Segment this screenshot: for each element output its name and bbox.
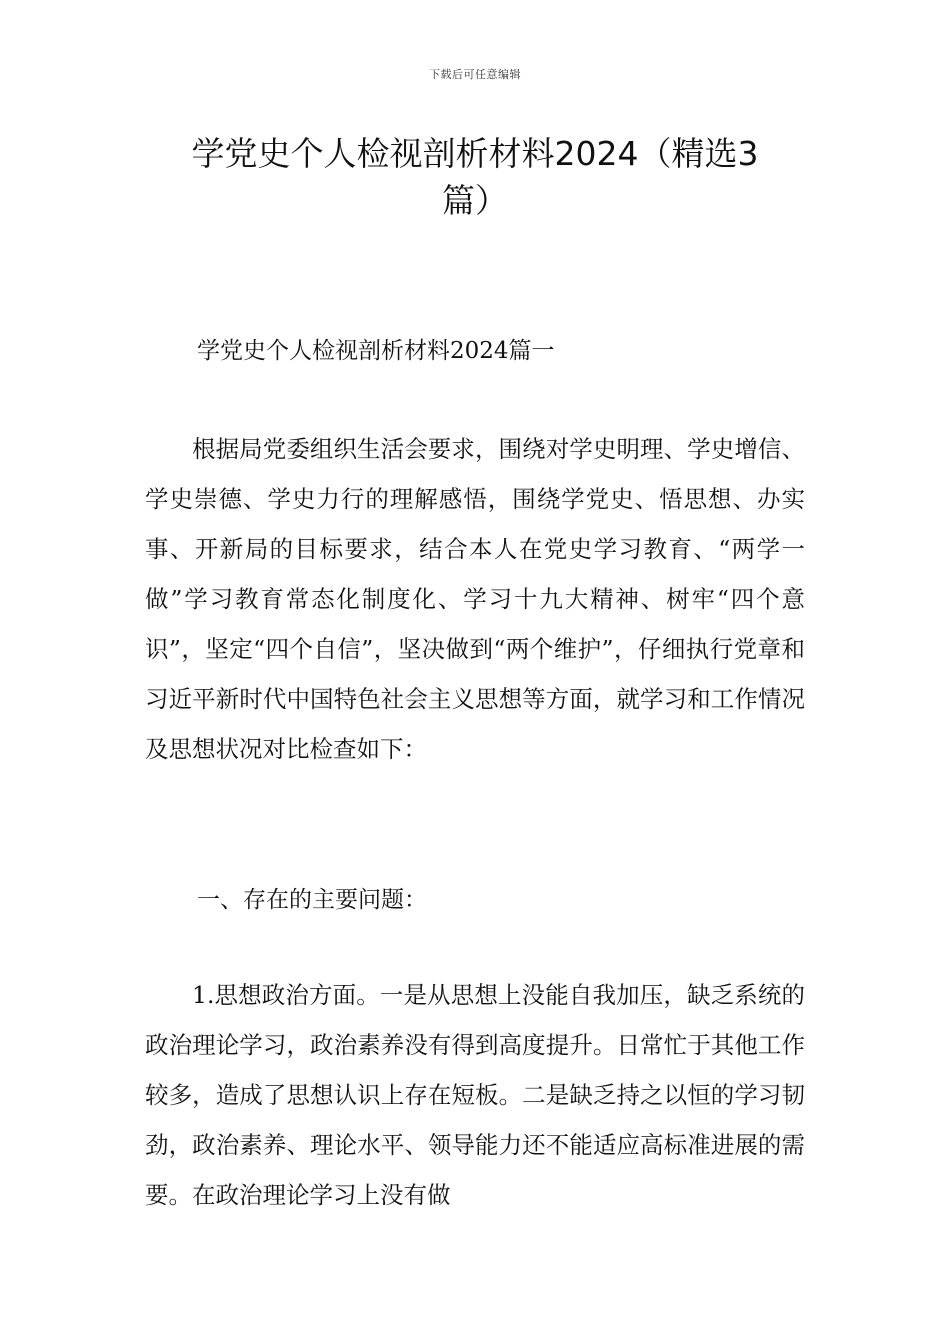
section-heading-2: 一、存在的主要问题：: [197, 887, 427, 913]
body-paragraph-1: 根据局党委组织生活会要求，围绕对学史明理、学史增信、学史崇德、学史力行的理解感悟，围绕学党史、悟思想、办实事、开新局的目标要求，结合本人在党史学习教育、“两学一做”学习教育常态化制度化、学习十九大精神、树牢“四个意识”，坚定“四个自信”，坚决做到“两个维护”，仔细执行党章和习近平新时代中国特色社会主义思想等方面，就学习和工作情况及思想状况对比检查如下：: [145, 435, 805, 763]
header-note: 下载后可任意编辑: [429, 68, 521, 81]
body-paragraph-2: 1.思想政治方面。一是从思想上没能自我加压，缺乏系统的政治理论学习，政治素养没有得到高度提升。日常忙于其他工作较多，造成了思想认识上存在短板。二是缺乏持之以恒的学习韧劲，政治素养、理论水平、领导能力还不能适应高标准进展的需要。在政治理论学习上没有做: [145, 981, 805, 1209]
document-title: 学党史个人检视剖析材料2024（精选3篇）: [191, 134, 759, 220]
section-heading-1: 学党史个人检视剖析材料2024篇一: [197, 338, 555, 364]
